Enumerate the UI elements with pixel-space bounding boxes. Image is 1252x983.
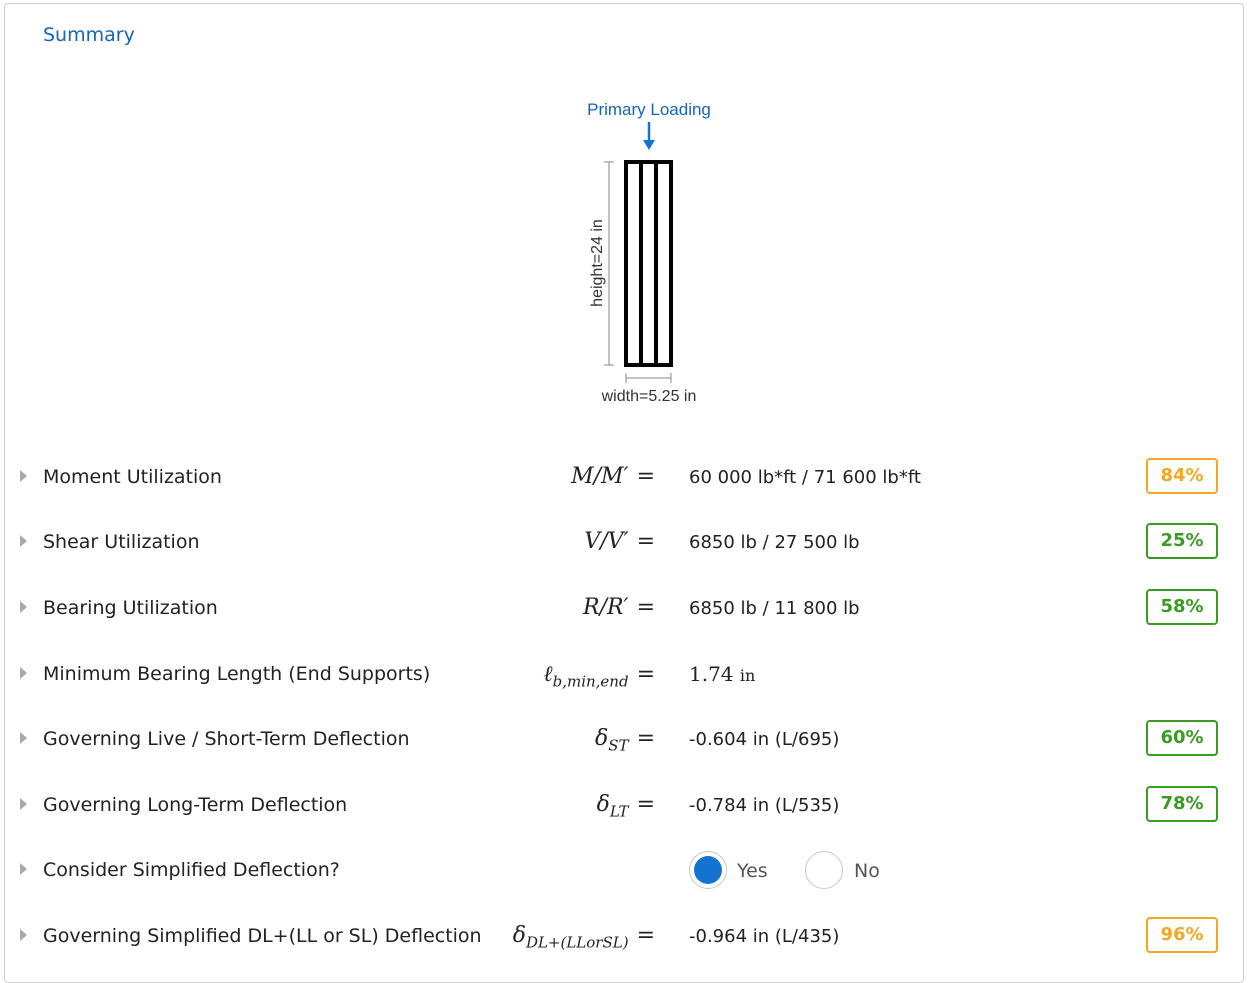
- status-badge: 78%: [1146, 786, 1218, 822]
- load-arrow-icon: [643, 122, 655, 150]
- row-symbol: $\delta_{ST}$ =: [595, 726, 655, 755]
- row-short-term-deflection[interactable]: [5, 719, 1245, 763]
- expand-caret-icon[interactable]: [20, 470, 27, 482]
- status-badge: 84%: [1146, 458, 1218, 494]
- row-shear-utilization[interactable]: [5, 522, 1245, 566]
- summary-panel: [4, 3, 1244, 983]
- radio-yes-label[interactable]: Yes: [737, 860, 768, 882]
- row-symbol: ℓ$_{b,min,end}$ =: [543, 662, 655, 691]
- row-label: Governing Long-Term Deflection: [43, 794, 348, 816]
- row-value: 6850 lb / 27 500 lb: [689, 532, 860, 553]
- row-symbol: V/V′ =: [584, 529, 655, 554]
- row-value: -0.964 in (L/435): [689, 926, 840, 947]
- status-badge: 96%: [1146, 917, 1218, 953]
- radio-yes[interactable]: [689, 851, 727, 889]
- row-long-term-deflection[interactable]: [5, 785, 1245, 829]
- row-symbol: $\delta_{LT}$ =: [596, 792, 655, 821]
- row-value: -0.784 in (L/535): [689, 795, 840, 816]
- cross-section-svg: [565, 96, 745, 416]
- row-value: 60 000 lb*ft / 71 600 lb*ft: [689, 467, 921, 488]
- row-value: -0.604 in (L/695): [689, 729, 840, 750]
- row-minimum-bearing-length[interactable]: [5, 654, 1245, 698]
- row-label: Shear Utilization: [43, 531, 200, 553]
- status-badge: 25%: [1146, 523, 1218, 559]
- radio-no-label[interactable]: No: [854, 860, 880, 882]
- row-moment-utilization[interactable]: [5, 457, 1245, 501]
- radio-selected-dot: [694, 856, 722, 884]
- status-badge: 58%: [1146, 589, 1218, 625]
- row-symbol: M/M′ =: [571, 464, 655, 489]
- row-label: Governing Simplified DL+(LL or SL) Deflection: [43, 925, 482, 947]
- row-label: Moment Utilization: [43, 466, 222, 488]
- row-bearing-utilization[interactable]: [5, 588, 1245, 632]
- beam-cross-section-diagram: [565, 96, 745, 416]
- row-simplified-deflection[interactable]: [5, 916, 1245, 960]
- summary-title: Summary: [43, 24, 135, 46]
- row-value: 6850 lb / 11 800 lb: [689, 598, 860, 619]
- row-label: Bearing Utilization: [43, 597, 218, 619]
- width-dimension: [626, 373, 671, 383]
- status-badge: 60%: [1146, 720, 1218, 756]
- row-symbol: $\delta_{DL+(LLorSL)}$ =: [512, 923, 655, 952]
- radio-no[interactable]: [805, 851, 843, 889]
- primary-loading-label: Primary Loading: [587, 100, 711, 119]
- width-label: width=5.25 in: [601, 388, 697, 405]
- row-label: Governing Live / Short-Term Deflection: [43, 728, 410, 750]
- expand-caret-icon[interactable]: [20, 601, 27, 613]
- expand-caret-icon[interactable]: [20, 535, 27, 547]
- row-label: Consider Simplified Deflection?: [43, 859, 340, 881]
- expand-caret-icon[interactable]: [20, 798, 27, 810]
- expand-caret-icon[interactable]: [20, 667, 27, 679]
- expand-caret-icon[interactable]: [20, 732, 27, 744]
- row-consider-simplified-deflection[interactable]: [5, 850, 1245, 894]
- expand-caret-icon[interactable]: [20, 863, 27, 875]
- height-label: height=24 in: [589, 219, 606, 307]
- row-symbol: R/R′ =: [583, 595, 655, 620]
- row-label: Minimum Bearing Length (End Supports): [43, 663, 431, 685]
- section-plies: [626, 162, 671, 365]
- row-value: 1.74 in: [689, 662, 756, 686]
- expand-caret-icon[interactable]: [20, 929, 27, 941]
